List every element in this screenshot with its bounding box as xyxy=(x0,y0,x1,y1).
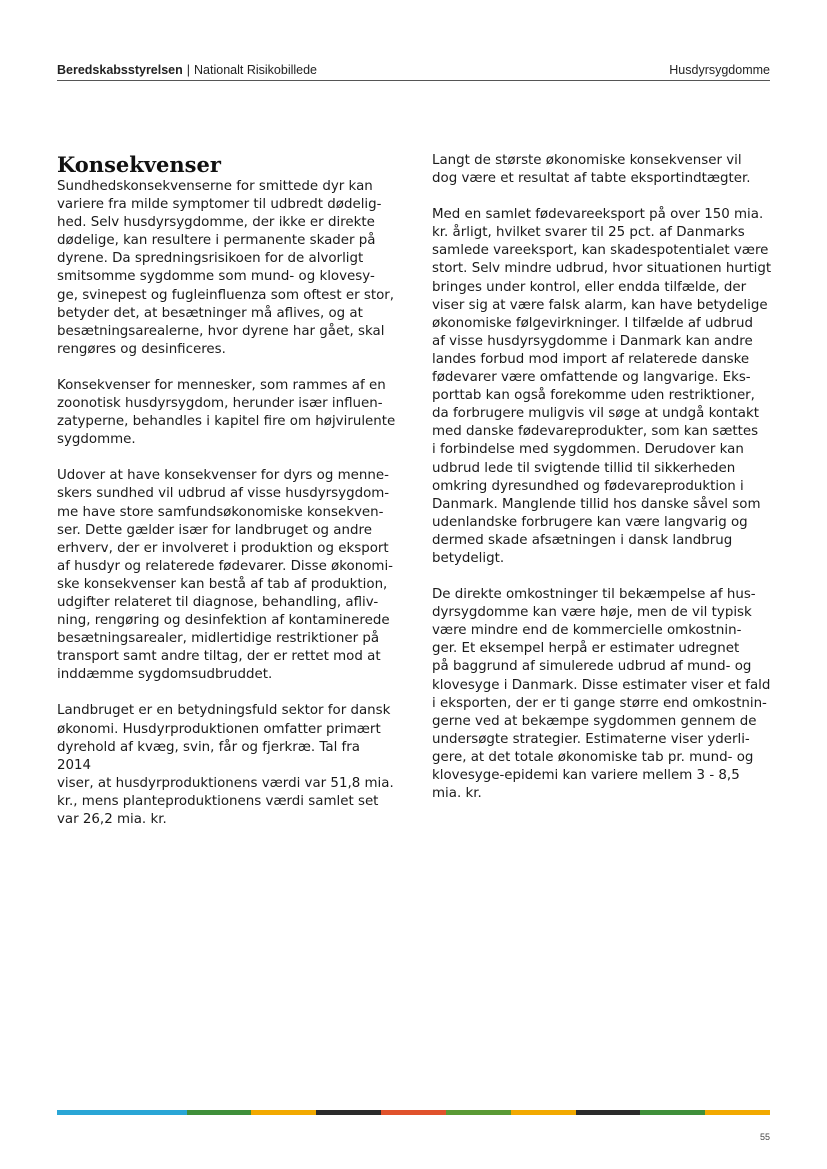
page-number: 55 xyxy=(759,1132,770,1142)
paragraph: Udover at have konsekvenser for dyrs og menne- skers sundhed vil udbrud af visse husdyrsygdom- me have store samfundsøkonomiske konsekven- ser. Dette gælder især for landbruget og andre erhverv, der er involveret i produktion og eksport af husdyr og relaterede fødevarer. Disse økonomi- ske konsekvenser kan bestå af tab af produktion, udgifter relateret til diagnose, behandling, afliv- ning, rengøring og desinfektion af kontaminerede besætningsarealer, midlertidige restriktioner på transport samt andre tiltag, der er rettet mod at inddæmme sygdomsudbruddet. xyxy=(57,468,393,683)
color-bar-segment xyxy=(576,1110,641,1115)
color-bar-segment xyxy=(511,1110,576,1115)
paragraph: De direkte omkostninger til bekæmpelse af hus- dyrsygdomme kan være høje, men de vil typisk være mindre end de kommercielle omkostnin- ger. Et eksempel herpå er estimater udregnet på baggrund af simulerede udbrud af mund- og klovesyge i Danmark. Disse estimater viser et fald i eksporten, der er ti gange større end omkostnin- gerne ved at bekæmpe sygdommen gennem de undersøgte strategier. Estimaterne viser yderli- gere, at det totale økonomiske tab pr. mund- og klovesyge-epidemi kan variere mellem 3 - 8,5 mia. kr. xyxy=(432,587,771,802)
color-bar-segment xyxy=(251,1110,316,1115)
left-column xyxy=(57,152,397,847)
color-bar-segment xyxy=(640,1110,705,1115)
paragraph: Langt de største økonomiske konsekvenser vil dog være et resultat af tabte eksportindtægter. xyxy=(432,153,751,187)
color-bar-segment xyxy=(316,1110,381,1115)
header-subtitle: Nationalt Risikobillede xyxy=(194,63,318,77)
paragraph: Med en samlet fødevareeksport på over 150 mia. kr. årligt, hvilket svarer til 25 pct. af Danmarks samlede vareeksport, kan skadespotentialet være stort. Selv mindre udbrud, hvor situationen hurtigt bringes under kontrol, eller endda tilfælde, der viser sig at være falsk alarm, kan have betydelige økonomiske følgevirkninger. I tilfælde af udbrud af visse husdyrsygdomme i Danmark kan andre landes forbud mod import af relaterede danske fødevarer være omfattende og langvarige. Eks- porttab kan også forekomme uden restriktioner, da forbrugere muligvis vil søge at undgå kontakt med danske fødevareprodukter, som kan sættes i forbindelse med sygdommen. Derudover kan udbrud lede til svigtende tillid til sikkerheden omkring dyresundhed og fødevareproduktion i Danmark. Manglende tillid hos danske såvel som udenlandske forbrugere kan være langvarig og dermed skade afsætningen i dansk landbrug betydeligt. xyxy=(432,207,772,566)
header-separator: | xyxy=(186,63,191,77)
paragraph: Konsekvenser for mennesker, som rammes af en zoonotisk husdyrsygdom, herunder især influen- zatyperne, behandles i kapitel fire om højvirulente sygdomme. xyxy=(57,377,396,448)
section-heading: Konsekvenser xyxy=(57,152,221,177)
color-bar-segment xyxy=(705,1110,770,1115)
header-left xyxy=(57,62,317,78)
paragraph: Landbruget er en betydningsfuld sektor for dansk økonomi. Husdyrproduktionen omfatter primært dyrehold af kvæg, svin, får og fjerkræ. Tal fra 2014 viser, at husdyrproduktionens værdi var 51,8 mia. kr., mens planteproduktionens værdi samlet set var 26,2 mia. kr. xyxy=(57,703,394,827)
footer-color-bar xyxy=(57,1110,770,1115)
paragraph: Sundhedskonsekvenserne for smittede dyr kan variere fra milde symptomer til udbredt dødelig- hed. Selv husdyrsygdomme, der ikke er direkte dødelige, kan resultere i permanente skader på dyrene. Da spredningsrisikoen for de alvorligt smitsomme sygdomme som mund- og klovesy- ge, svinepest og fugleinfluenza som oftest er stor, betyder det, at besætninger må aflives, og at besætningsarealerne, hvor dyrene har gået, skal rengøres og desinficeres. xyxy=(57,179,395,357)
right-column xyxy=(432,152,772,821)
color-bar-segment xyxy=(122,1110,187,1115)
color-bar-segment xyxy=(446,1110,511,1115)
color-bar-segment xyxy=(57,1110,122,1115)
color-bar-segment xyxy=(381,1110,446,1115)
header-rule xyxy=(57,80,770,81)
header-section: Husdyrsygdomme xyxy=(669,63,770,77)
header-org: Beredskabsstyrelsen xyxy=(57,63,183,77)
color-bar-segment xyxy=(187,1110,252,1115)
running-header xyxy=(57,62,770,78)
